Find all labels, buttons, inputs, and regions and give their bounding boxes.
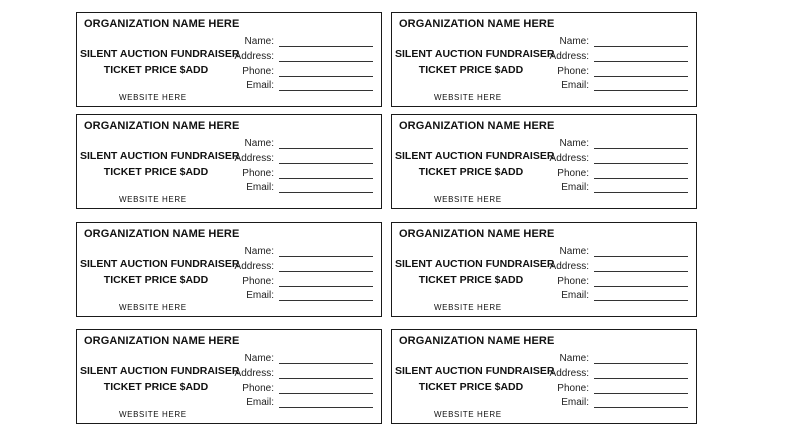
organization-name: ORGANIZATION NAME HERE <box>84 18 240 30</box>
ticket-price: TICKET PRICE $ADD <box>418 274 524 286</box>
email-field <box>225 397 375 411</box>
phone-label: Phone: <box>242 276 274 287</box>
website-text: WEBSITE HERE <box>434 195 502 204</box>
name-field <box>540 246 690 260</box>
address-field <box>540 368 690 382</box>
name-line[interactable] <box>594 46 688 47</box>
name-line[interactable] <box>594 148 688 149</box>
email-line[interactable] <box>279 192 373 193</box>
ticket-price: TICKET PRICE $ADD <box>418 64 524 76</box>
phone-field <box>225 276 375 290</box>
phone-line[interactable] <box>279 286 373 287</box>
email-label: Email: <box>246 290 274 301</box>
name-line[interactable] <box>279 256 373 257</box>
organization-name: ORGANIZATION NAME HERE <box>399 18 555 30</box>
phone-field <box>540 168 690 182</box>
event-title: SILENT AUCTION FUNDRAISER <box>80 258 240 270</box>
name-label: Name: <box>559 36 589 47</box>
website-text: WEBSITE HERE <box>434 303 502 312</box>
address-label: Address: <box>234 261 274 272</box>
phone-line[interactable] <box>594 178 688 179</box>
name-field <box>225 138 375 152</box>
phone-label: Phone: <box>557 66 589 77</box>
phone-line[interactable] <box>594 286 688 287</box>
ticket-price: TICKET PRICE $ADD <box>103 274 209 286</box>
organization-name: ORGANIZATION NAME HERE <box>84 228 240 240</box>
ticket-card <box>391 114 697 209</box>
address-field <box>225 51 375 65</box>
name-label: Name: <box>559 138 589 149</box>
website-text: WEBSITE HERE <box>119 195 187 204</box>
ticket-price: TICKET PRICE $ADD <box>418 166 524 178</box>
address-label: Address: <box>234 51 274 62</box>
website-text: WEBSITE HERE <box>434 93 502 102</box>
event-title: SILENT AUCTION FUNDRAISER <box>395 365 555 377</box>
address-field <box>540 51 690 65</box>
ticket-price: TICKET PRICE $ADD <box>103 381 209 393</box>
phone-field <box>225 66 375 80</box>
organization-name: ORGANIZATION NAME HERE <box>399 335 555 347</box>
ticket-price: TICKET PRICE $ADD <box>103 64 209 76</box>
name-line[interactable] <box>279 46 373 47</box>
name-field <box>540 36 690 50</box>
address-line[interactable] <box>279 378 373 379</box>
event-title: SILENT AUCTION FUNDRAISER <box>395 150 555 162</box>
name-label: Name: <box>559 246 589 257</box>
organization-name: ORGANIZATION NAME HERE <box>399 120 555 132</box>
email-line[interactable] <box>279 300 373 301</box>
address-label: Address: <box>549 368 589 379</box>
name-field <box>225 246 375 260</box>
ticket-card <box>391 12 697 107</box>
phone-label: Phone: <box>242 168 274 179</box>
name-field <box>540 353 690 367</box>
name-line[interactable] <box>594 256 688 257</box>
email-line[interactable] <box>594 300 688 301</box>
phone-field <box>540 276 690 290</box>
email-line[interactable] <box>594 192 688 193</box>
event-title: SILENT AUCTION FUNDRAISER <box>80 48 240 60</box>
address-label: Address: <box>234 368 274 379</box>
ticket-card <box>76 222 382 317</box>
phone-line[interactable] <box>279 178 373 179</box>
email-field <box>225 80 375 94</box>
email-field <box>540 80 690 94</box>
email-line[interactable] <box>279 407 373 408</box>
name-line[interactable] <box>279 148 373 149</box>
name-label: Name: <box>244 246 274 257</box>
address-field <box>225 261 375 275</box>
phone-field <box>225 168 375 182</box>
email-label: Email: <box>561 290 589 301</box>
email-line[interactable] <box>279 90 373 91</box>
phone-line[interactable] <box>279 393 373 394</box>
email-line[interactable] <box>594 407 688 408</box>
phone-label: Phone: <box>242 66 274 77</box>
organization-name: ORGANIZATION NAME HERE <box>84 335 240 347</box>
email-label: Email: <box>246 182 274 193</box>
ticket-card <box>76 114 382 209</box>
phone-field <box>540 383 690 397</box>
email-label: Email: <box>561 80 589 91</box>
address-field <box>225 153 375 167</box>
address-line[interactable] <box>594 378 688 379</box>
email-field <box>225 182 375 196</box>
email-field <box>540 397 690 411</box>
ticket-price: TICKET PRICE $ADD <box>418 381 524 393</box>
name-field <box>540 138 690 152</box>
email-field <box>540 290 690 304</box>
name-field <box>225 353 375 367</box>
address-line[interactable] <box>279 163 373 164</box>
name-field <box>225 36 375 50</box>
organization-name: ORGANIZATION NAME HERE <box>84 120 240 132</box>
ticket-card <box>391 222 697 317</box>
name-label: Name: <box>244 353 274 364</box>
address-line[interactable] <box>594 61 688 62</box>
name-line[interactable] <box>594 363 688 364</box>
email-label: Email: <box>246 80 274 91</box>
address-label: Address: <box>234 153 274 164</box>
email-label: Email: <box>246 397 274 408</box>
address-label: Address: <box>549 261 589 272</box>
website-text: WEBSITE HERE <box>119 410 187 419</box>
phone-label: Phone: <box>557 168 589 179</box>
ticket-card <box>76 12 382 107</box>
email-line[interactable] <box>594 90 688 91</box>
address-field <box>225 368 375 382</box>
email-label: Email: <box>561 397 589 408</box>
name-label: Name: <box>559 353 589 364</box>
event-title: SILENT AUCTION FUNDRAISER <box>395 258 555 270</box>
event-title: SILENT AUCTION FUNDRAISER <box>80 150 240 162</box>
phone-line[interactable] <box>594 76 688 77</box>
phone-label: Phone: <box>557 276 589 287</box>
address-label: Address: <box>549 51 589 62</box>
event-title: SILENT AUCTION FUNDRAISER <box>395 48 555 60</box>
phone-label: Phone: <box>557 383 589 394</box>
ticket-card <box>76 329 382 424</box>
name-line[interactable] <box>279 363 373 364</box>
ticket-card <box>391 329 697 424</box>
email-field <box>225 290 375 304</box>
address-line[interactable] <box>279 61 373 62</box>
phone-label: Phone: <box>242 383 274 394</box>
address-field <box>540 153 690 167</box>
event-title: SILENT AUCTION FUNDRAISER <box>80 365 240 377</box>
website-text: WEBSITE HERE <box>119 93 187 102</box>
organization-name: ORGANIZATION NAME HERE <box>399 228 555 240</box>
phone-field <box>540 66 690 80</box>
name-label: Name: <box>244 138 274 149</box>
address-line[interactable] <box>594 271 688 272</box>
website-text: WEBSITE HERE <box>119 303 187 312</box>
email-field <box>540 182 690 196</box>
name-label: Name: <box>244 36 274 47</box>
ticket-price: TICKET PRICE $ADD <box>103 166 209 178</box>
phone-line[interactable] <box>279 76 373 77</box>
address-label: Address: <box>549 153 589 164</box>
address-field <box>540 261 690 275</box>
phone-line[interactable] <box>594 393 688 394</box>
website-text: WEBSITE HERE <box>434 410 502 419</box>
address-line[interactable] <box>279 271 373 272</box>
address-line[interactable] <box>594 163 688 164</box>
email-label: Email: <box>561 182 589 193</box>
phone-field <box>225 383 375 397</box>
